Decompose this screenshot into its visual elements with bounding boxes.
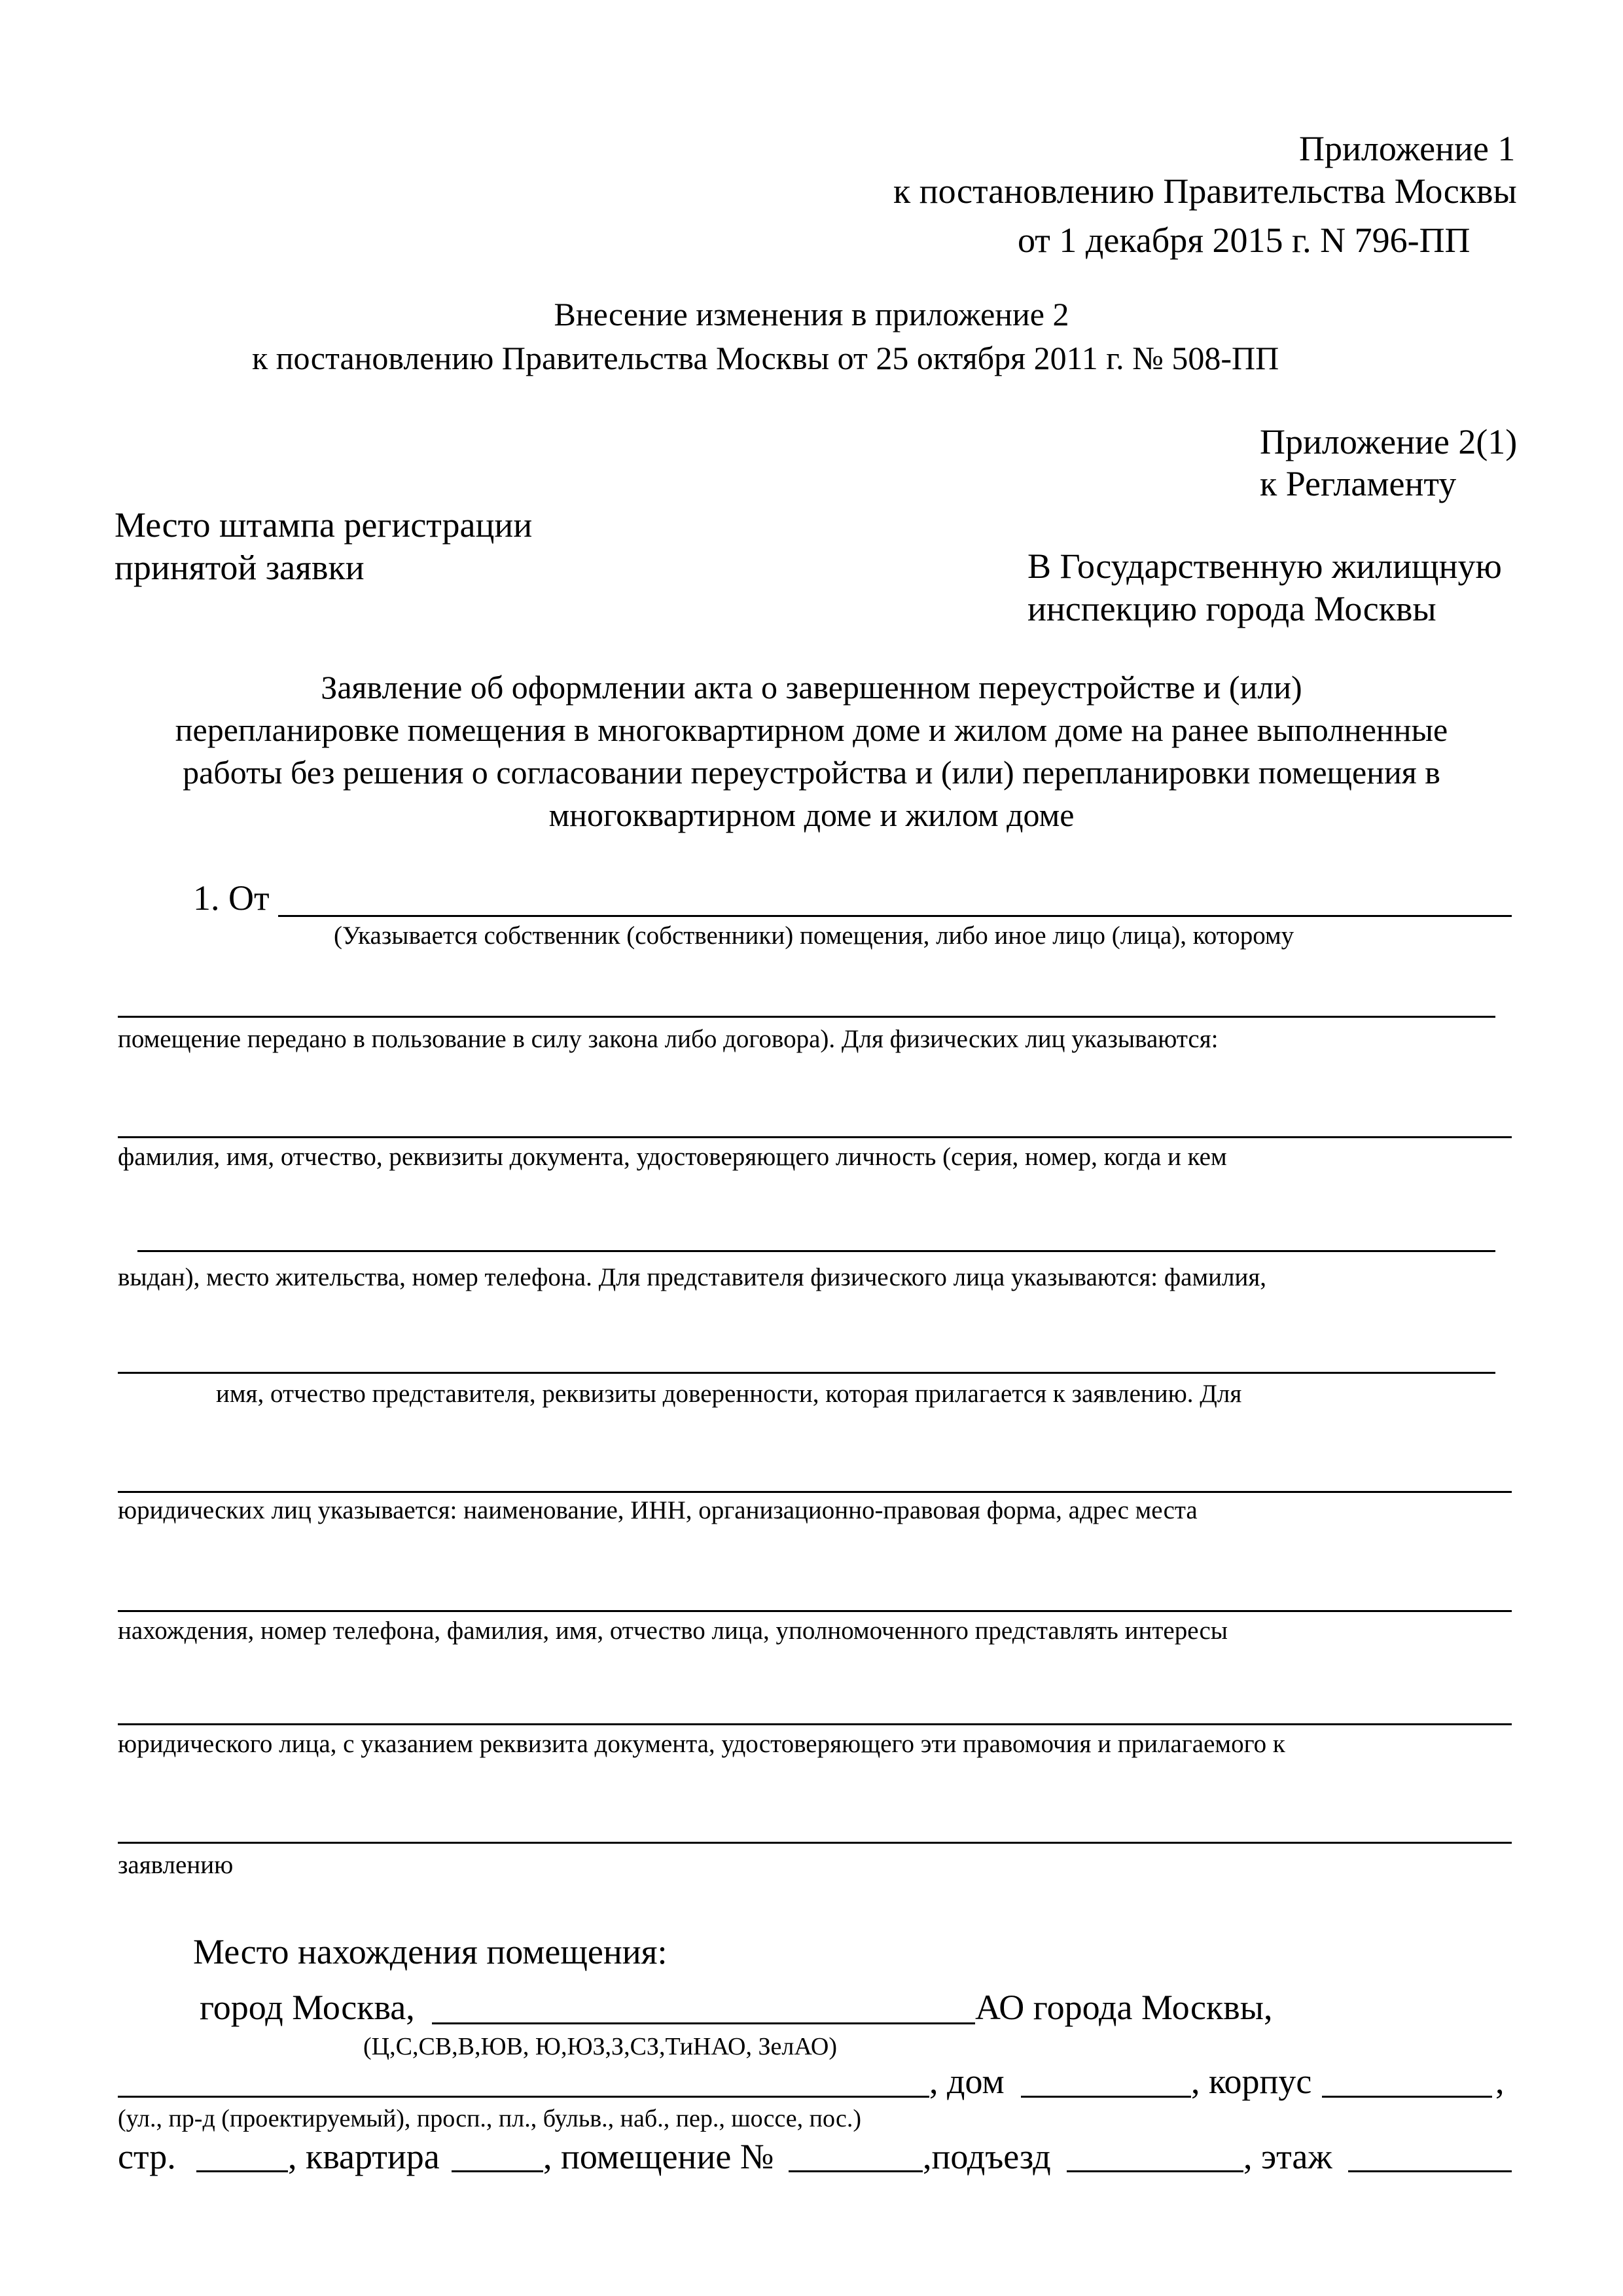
- location-heading: Место нахождения помещения:: [193, 1932, 668, 1971]
- amendment-title-line2: к постановлению Правительства Москвы от 25 октября 2011 г. № 508-ПП: [252, 340, 1279, 376]
- header-decree-ref: к постановлению Правительства Москвы: [893, 171, 1517, 211]
- street-hint: (ул., пр-д (проектируемый), просп., пл., бульв., наб., пер., шоссе, пос.): [118, 2105, 861, 2132]
- applicant-hint-7: нахождения, номер телефона, фамилия, имя, отчество лица, уполномоченного представлять интересы: [118, 1617, 1228, 1645]
- application-title-line3: работы без решения о согласовании переустройства и (или) перепланировки помещения в: [183, 754, 1440, 791]
- addressee-line2: инспекцию города Москвы: [1027, 589, 1436, 628]
- addressee-line1: В Государственную жилищную: [1027, 547, 1502, 586]
- applicant-hint-4: выдан), место жительства, номер телефона. Для представителя физического лица указываются: фамилия,: [118, 1263, 1267, 1291]
- amendment-title-line1: Внесение изменения в приложение 2: [554, 296, 1069, 332]
- applicant-hint-3: фамилия, имя, отчество, реквизиты документа, удостоверяющего личность (серия, номер, когда и кем: [118, 1143, 1227, 1171]
- applicant-hint-9: заявлению: [118, 1851, 234, 1879]
- applicant-input-line-5[interactable]: [118, 1372, 1495, 1374]
- applicant-input-line-7[interactable]: [118, 1610, 1512, 1612]
- okrug-suffix: АО города Москвы,: [975, 1988, 1273, 2027]
- house-input-line[interactable]: [1021, 2096, 1191, 2098]
- stamp-label-line1: Место штампа регистрации: [115, 505, 533, 545]
- room-label: , помещение №: [543, 2137, 774, 2176]
- application-title-line1: Заявление об оформлении акта о завершенном переустройстве и (или): [321, 669, 1302, 706]
- floor-label: , этаж: [1243, 2137, 1332, 2176]
- annex-regulation: к Регламенту: [1260, 464, 1457, 503]
- street-input-line[interactable]: [118, 2096, 929, 2098]
- applicant-input-line-1[interactable]: [278, 915, 1512, 917]
- entrance-input-line[interactable]: [1067, 2170, 1243, 2172]
- building-input-line[interactable]: [196, 2170, 288, 2172]
- korpus-label: , корпус: [1191, 2062, 1312, 2101]
- building-label: стр.: [118, 2137, 176, 2176]
- section1-from-label: 1. От: [193, 878, 270, 918]
- annex-number: Приложение 2(1): [1260, 422, 1518, 461]
- applicant-hint-8: юридического лица, с указанием реквизита документа, удостоверяющего эти правомочия и прилагаемого к: [118, 1730, 1285, 1758]
- applicant-input-line-4[interactable]: [137, 1250, 1495, 1252]
- applicant-hint-1: (Указывается собственник (собственники) помещения, либо иное лицо (лица), которому: [334, 922, 1294, 950]
- korpus-input-line[interactable]: [1322, 2096, 1492, 2098]
- floor-input-line[interactable]: [1348, 2170, 1512, 2172]
- applicant-input-line-3[interactable]: [118, 1136, 1512, 1138]
- header-decree-date: от 1 декабря 2015 г. N 796-ПП: [1018, 221, 1471, 260]
- okrug-input-line[interactable]: [432, 2022, 975, 2024]
- city-label: город Москва,: [200, 1988, 415, 2027]
- entrance-label: ,подъезд: [923, 2137, 1051, 2176]
- applicant-input-line-9[interactable]: [118, 1842, 1512, 1844]
- apartment-label: , квартира: [288, 2137, 440, 2176]
- apartment-input-line[interactable]: [452, 2170, 543, 2172]
- trailing-comma: ,: [1495, 2062, 1505, 2101]
- application-title-line4: многоквартирном доме и жилом доме: [548, 797, 1075, 833]
- applicant-input-line-6[interactable]: [118, 1491, 1512, 1493]
- okrug-hint: (Ц,С,СВ,В,ЮВ, Ю,ЮЗ,З,СЗ,ТиНАО, ЗелАО): [363, 2033, 838, 2060]
- applicant-hint-5: имя, отчество представителя, реквизиты доверенности, которая прилагается к заявлению. Для: [216, 1380, 1242, 1408]
- applicant-input-line-8[interactable]: [118, 1723, 1512, 1725]
- room-input-line[interactable]: [789, 2170, 923, 2172]
- applicant-hint-2: помещение передано в пользование в силу закона либо договора). Для физических лиц указываются:: [118, 1025, 1219, 1053]
- stamp-label-line2: принятой заявки: [115, 548, 365, 587]
- header-appendix-number: Приложение 1: [1299, 129, 1516, 168]
- applicant-hint-6: юридических лиц указывается: наименование, ИНН, организационно-правовая форма, адрес места: [118, 1496, 1198, 1524]
- house-label: , дом: [929, 2062, 1005, 2101]
- applicant-input-line-2[interactable]: [118, 1016, 1495, 1018]
- application-title-line2: перепланировке помещения в многоквартирном доме и жилом доме на ранее выполненные: [175, 711, 1448, 748]
